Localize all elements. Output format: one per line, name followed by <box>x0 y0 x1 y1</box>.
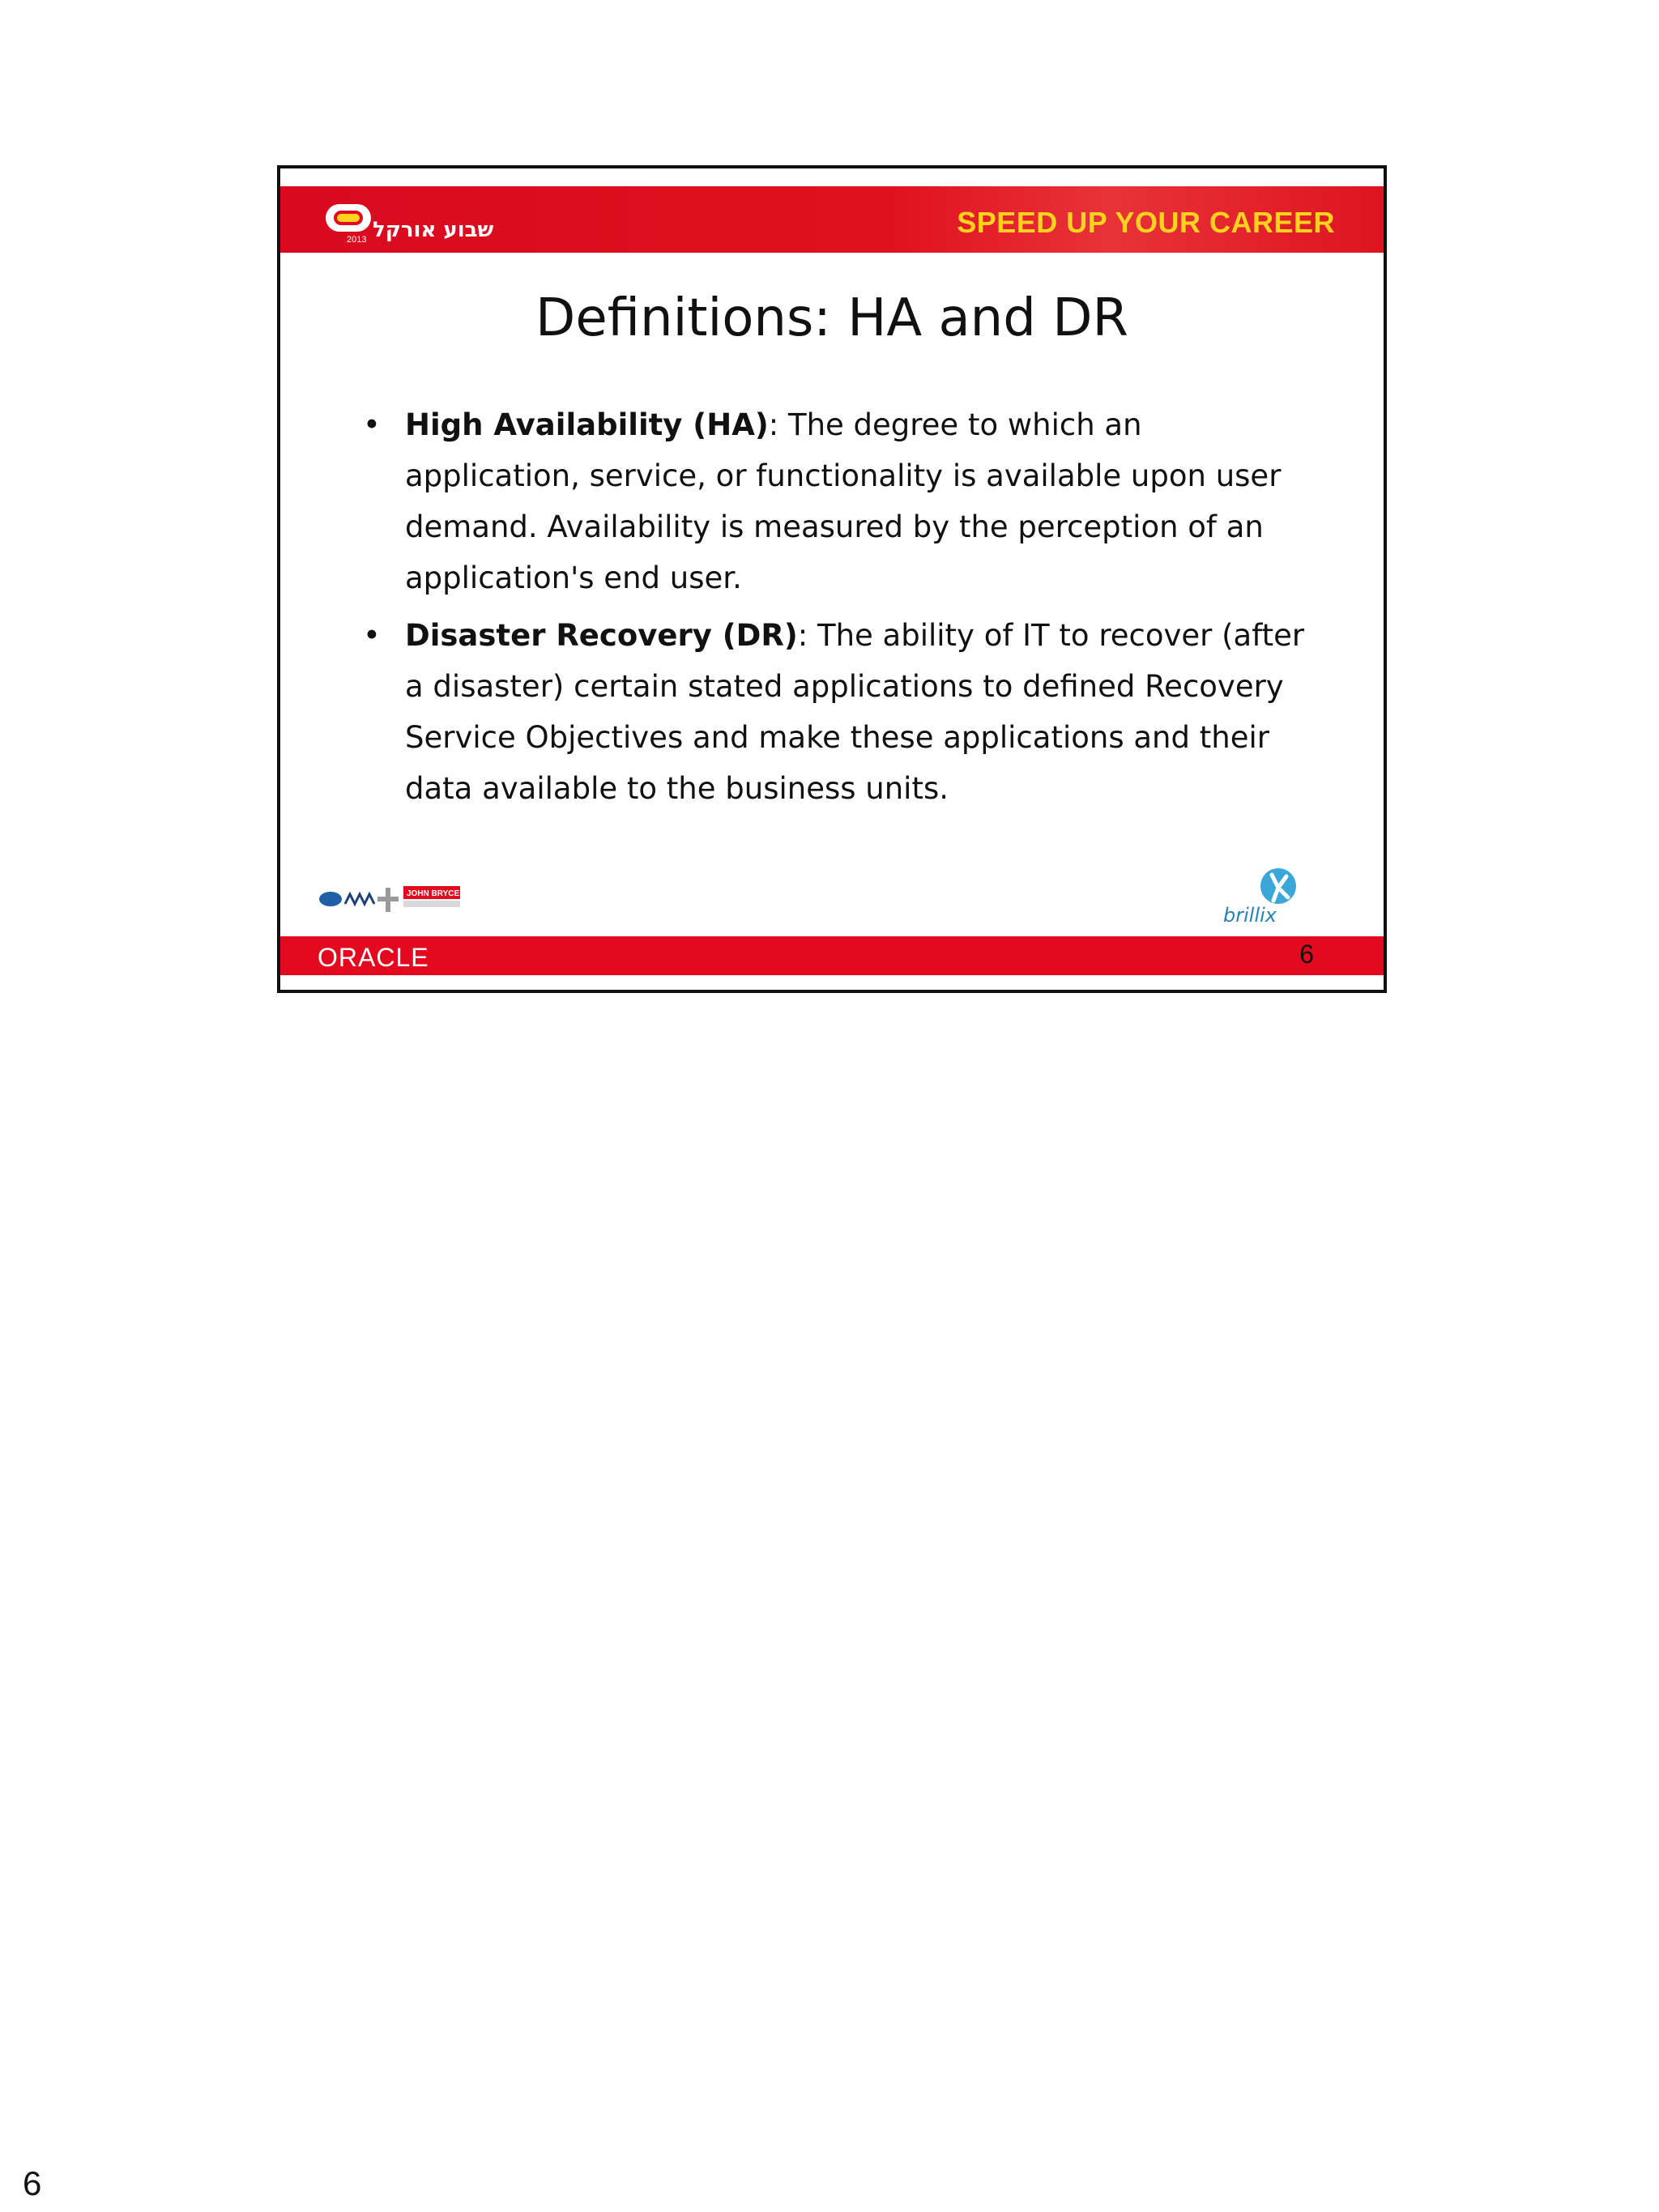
bullet-disaster-recovery <box>363 610 1319 814</box>
term-disaster-recovery: Disaster Recovery (DR) <box>405 618 798 653</box>
svg-text:brillix: brillix <box>1223 904 1277 927</box>
slide-footer-bar <box>280 936 1384 975</box>
oracle-logo: ORACLE <box>318 943 429 972</box>
brillix-logo <box>1220 865 1309 936</box>
definition-high-availability: : The degree to which an application, service, or functionality is available upon user demand. Availability is measured by the perception of an application's end user. <box>405 407 1282 595</box>
slide-number: 6 <box>1299 940 1314 969</box>
slide-title: Definitions: HA and DR <box>535 288 1128 348</box>
partner-logo <box>318 881 463 917</box>
slide-header-bar <box>280 186 1384 253</box>
bullet-list <box>363 399 1319 820</box>
svg-text:JOHN BRYCE: JOHN BRYCE <box>407 889 460 898</box>
bullet-dot-icon: • <box>363 407 381 442</box>
term-high-availability: High Availability (HA) <box>405 407 769 442</box>
page-number: 6 <box>23 2164 42 2202</box>
svg-text:שבוע אורקל: שבוע אורקל <box>373 218 494 242</box>
bullet-high-availability <box>363 399 1319 603</box>
definition-disaster-recovery: : The ability of IT to recover (after a disaster) certain stated applications to defined Recovery Service Objectives and make these applications and their data available to the business units. <box>405 618 1305 806</box>
bullet-dot-icon: • <box>363 618 381 653</box>
slogan: SPEED UP YOUR CAREER <box>957 206 1335 239</box>
oracle-week-logo <box>322 199 494 245</box>
svg-text:2013: 2013 <box>347 235 367 245</box>
slide <box>277 165 1387 993</box>
